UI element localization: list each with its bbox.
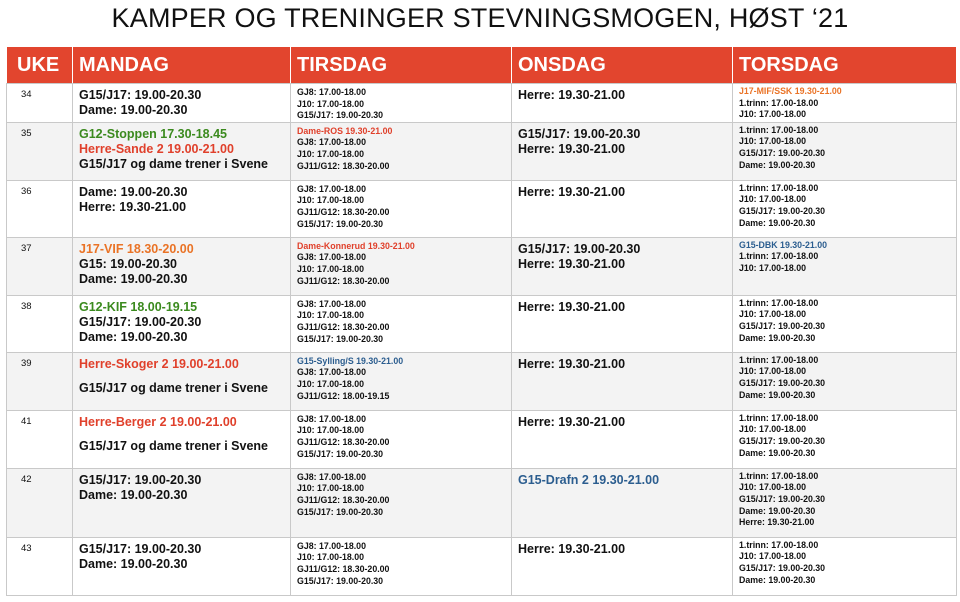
schedule-entry: G15/J17: 19.00-20.30 [739, 493, 826, 504]
match-entry: G12-KIF 18.00-19.15 [79, 299, 198, 314]
week-number: 42 [7, 468, 73, 537]
schedule-entry: Dame: 19.00-20.30 [79, 271, 188, 286]
schedule-entry: Dame: 19.00-20.30 [739, 217, 816, 228]
schedule-entry: Herre: 19.30-21.00 [518, 414, 626, 429]
schedule-entry: GJ8: 17.00-18.00 [297, 137, 366, 148]
match-entry: Herre-Skoger 2 19.00-21.00 [79, 356, 239, 371]
match-entry: G12-Stoppen 17.30-18.45 [79, 126, 227, 141]
header-mandag: MANDAG [73, 47, 291, 84]
schedule-entry: G15/J17: 19.00-20.30 [297, 575, 384, 586]
monday-cell [73, 468, 291, 537]
monday-cell [73, 84, 291, 123]
wednesday-cell [512, 122, 733, 180]
schedule-entry: J10: 17.00-18.00 [739, 194, 807, 205]
thursday-cell [733, 295, 957, 352]
schedule-entry: J10: 17.00-18.00 [297, 148, 365, 159]
schedule-entry: Herre: 19.30-21.00 [518, 141, 626, 156]
schedule-entry: J10: 17.00-18.00 [297, 310, 365, 321]
wednesday-cell [512, 237, 733, 295]
schedule-entry: Herre: 19.30-21.00 [518, 299, 626, 314]
schedule-entry: GJ8: 17.00-18.00 [297, 471, 366, 482]
schedule-entry: Dame: 19.00-20.30 [739, 389, 816, 400]
monday-cell [73, 180, 291, 237]
schedule-entry: Herre: 19.30-21.00 [518, 256, 626, 271]
schedule-entry: Herre: 19.30-21.00 [518, 541, 626, 556]
table-row [7, 410, 957, 468]
wednesday-cell [512, 410, 733, 468]
monday-cell [73, 410, 291, 468]
schedule-entry: GJ11/G12: 18.00-19.15 [297, 390, 390, 401]
tuesday-cell [291, 84, 512, 123]
schedule-entry: G15/J17 og dame trener i Svene [79, 156, 268, 171]
week-number: 39 [7, 352, 73, 410]
schedule-entry: 1.trinn: 17.00-18.00 [739, 470, 819, 481]
schedule-entry: Herre: 19.30-21.00 [518, 356, 626, 371]
schedule-entry: G15/J17: 19.00-20.30 [297, 218, 384, 229]
thursday-cell [733, 180, 957, 237]
schedule-entry: Herre: 19.30-21.00 [518, 88, 626, 102]
week-number: 38 [7, 295, 73, 352]
wednesday-cell [512, 352, 733, 410]
page-title: KAMPER OG TRENINGER STEVNINGSMOGEN, HØST ‘21 [111, 3, 849, 33]
schedule-entry: Dame: 19.00-20.30 [739, 574, 816, 585]
match-entry: Dame-Konnerud 19.30-21.00 [297, 240, 415, 251]
schedule-entry: Dame: 19.00-20.30 [79, 329, 188, 344]
schedule-entry: Dame: 19.00-20.30 [79, 184, 188, 199]
thursday-cell [733, 410, 957, 468]
wednesday-cell [512, 468, 733, 537]
schedule-entry: Dame: 19.00-20.30 [739, 332, 816, 343]
schedule-entry: G15/J17 og dame trener i Svene [79, 380, 268, 395]
schedule-entry: GJ8: 17.00-18.00 [297, 183, 366, 194]
thursday-cell [733, 352, 957, 410]
monday-cell [73, 237, 291, 295]
schedule-entry: Herre: 19.30-21.00 [79, 199, 187, 214]
table-row [7, 537, 957, 595]
tuesday-cell [291, 180, 512, 237]
schedule-entry: Herre: 19.30-21.00 [518, 184, 626, 199]
schedule-entry: G15/J17: 19.00-20.30 [297, 448, 384, 459]
schedule-entry: Dame: 19.00-20.30 [79, 487, 188, 502]
schedule-entry: J10: 17.00-18.00 [739, 109, 807, 120]
header-row [7, 47, 957, 84]
thursday-cell [733, 84, 957, 123]
thursday-cell [733, 122, 957, 180]
monday-cell [73, 352, 291, 410]
monday-cell [73, 537, 291, 595]
wednesday-cell [512, 180, 733, 237]
schedule-entry: 1.trinn: 17.00-18.00 [739, 97, 819, 108]
match-entry: Herre-Sande 2 19.00-21.00 [79, 141, 234, 156]
match-entry: J17-MIF/SSK 19.30-21.00 [739, 86, 842, 96]
wednesday-cell [512, 84, 733, 123]
schedule-entry: G15/J17: 19.00-20.30 [79, 541, 202, 556]
table-row [7, 237, 957, 295]
schedule-entry: GJ11/G12: 18.30-20.00 [297, 494, 390, 505]
schedule-entry: G15/J17: 19.00-20.30 [79, 314, 202, 329]
table-row [7, 84, 957, 123]
schedule-entry: 1.trinn: 17.00-18.00 [739, 297, 819, 308]
schedule-entry: G15/J17: 19.00-20.30 [739, 320, 826, 331]
schedule-entry: J10: 17.00-18.00 [297, 425, 365, 436]
schedule-entry: J10: 17.00-18.00 [297, 98, 365, 109]
week-number: 43 [7, 537, 73, 595]
schedule-entry: GJ8: 17.00-18.00 [297, 540, 366, 551]
schedule-entry: Dame: 19.00-20.30 [739, 159, 816, 170]
schedule-entry: G15/J17 og dame trener i Svene [79, 438, 268, 453]
schedule-entry: GJ11/G12: 18.30-20.00 [297, 206, 390, 217]
schedule-entry: J10: 17.00-18.00 [739, 551, 807, 562]
schedule-entry: J10: 17.00-18.00 [739, 262, 807, 273]
match-entry: G15-Drafn 2 19.30-21.00 [518, 472, 660, 487]
week-number: 35 [7, 122, 73, 180]
schedule-entry: J10: 17.00-18.00 [739, 309, 807, 320]
match-entry: G15-DBK 19.30-21.00 [739, 239, 828, 250]
schedule-entry: GJ11/G12: 18.30-20.00 [297, 160, 390, 171]
wednesday-cell [512, 295, 733, 352]
week-number: 36 [7, 180, 73, 237]
schedule-entry: GJ8: 17.00-18.00 [297, 413, 366, 424]
schedule-entry: G15/J17: 19.00-20.30 [297, 110, 384, 121]
week-number: 34 [7, 84, 73, 123]
tuesday-cell [291, 237, 512, 295]
schedule-entry: 1.trinn: 17.00-18.00 [739, 412, 819, 423]
week-number: 41 [7, 410, 73, 468]
schedule-entry: G15/J17: 19.00-20.30 [79, 472, 202, 487]
schedule-entry: GJ8: 17.00-18.00 [297, 367, 366, 378]
header-tirsdag: TIRSDAG [291, 47, 512, 84]
week-number: 37 [7, 237, 73, 295]
tuesday-cell [291, 468, 512, 537]
thursday-cell [733, 468, 957, 537]
table-row [7, 122, 957, 180]
schedule-entry: G15/J17: 19.00-20.30 [739, 377, 826, 388]
schedule-entry: G15/J17: 19.00-20.30 [79, 88, 202, 102]
tuesday-cell [291, 352, 512, 410]
table-row [7, 352, 957, 410]
schedule-entry: GJ11/G12: 18.30-20.00 [297, 563, 390, 574]
table-row [7, 468, 957, 537]
schedule-entry: J10: 17.00-18.00 [739, 366, 807, 377]
match-entry: Dame-ROS 19.30-21.00 [297, 125, 393, 136]
monday-cell [73, 295, 291, 352]
thursday-cell [733, 237, 957, 295]
schedule-entry: G15/J17: 19.00-20.30 [739, 147, 826, 158]
header-torsdag: TORSDAG [733, 47, 957, 84]
match-entry: G15-Sylling/S 19.30-21.00 [297, 355, 404, 366]
schedule-entry: J10: 17.00-18.00 [297, 195, 365, 206]
schedule-entry: J10: 17.00-18.00 [297, 378, 365, 389]
schedule-entry: GJ8: 17.00-18.00 [297, 87, 366, 97]
schedule-entry: 1.trinn: 17.00-18.00 [739, 539, 819, 550]
monday-cell [73, 122, 291, 180]
tuesday-cell [291, 122, 512, 180]
tuesday-cell [291, 537, 512, 595]
schedule-entry: J10: 17.00-18.00 [297, 483, 365, 494]
thursday-cell [733, 537, 957, 595]
schedule-entry: J10: 17.00-18.00 [297, 552, 365, 563]
schedule-entry: GJ11/G12: 18.30-20.00 [297, 436, 390, 447]
schedule-entry: GJ8: 17.00-18.00 [297, 298, 366, 309]
schedule-entry: G15/J17: 19.00-20.30 [297, 333, 384, 344]
schedule-entry: Dame: 19.00-20.30 [739, 447, 816, 458]
schedule-entry: Herre: 19.30-21.00 [739, 517, 815, 528]
schedule-entry: G15/J17: 19.00-20.30 [518, 126, 641, 141]
table-row [7, 180, 957, 237]
schedule-entry: GJ8: 17.00-18.00 [297, 252, 366, 263]
schedule-entry: Dame: 19.00-20.30 [79, 103, 188, 117]
schedule-entry: 1.trinn: 17.00-18.00 [739, 182, 819, 193]
schedule-entry: G15: 19.00-20.30 [79, 256, 177, 271]
schedule-entry: J10: 17.00-18.00 [739, 424, 807, 435]
tuesday-cell [291, 295, 512, 352]
header-uke: UKE [7, 47, 73, 84]
schedule-entry: G15/J17: 19.00-20.30 [297, 506, 384, 517]
wednesday-cell [512, 537, 733, 595]
schedule-entry: 1.trinn: 17.00-18.00 [739, 124, 819, 135]
schedule-entry: 1.trinn: 17.00-18.00 [739, 354, 819, 365]
table-row [7, 295, 957, 352]
schedule-entry: Dame: 19.00-20.30 [79, 556, 188, 571]
schedule-entry: J10: 17.00-18.00 [739, 136, 807, 147]
schedule-entry: 1.trinn: 17.00-18.00 [739, 251, 819, 262]
schedule-entry: G15/J17: 19.00-20.30 [739, 435, 826, 446]
match-entry: Herre-Berger 2 19.00-21.00 [79, 414, 237, 429]
schedule-entry: G15/J17: 19.00-20.30 [739, 562, 826, 573]
schedule-entry: G15/J17: 19.00-20.30 [518, 241, 641, 256]
tuesday-cell [291, 410, 512, 468]
schedule-entry: GJ11/G12: 18.30-20.00 [297, 321, 390, 332]
schedule-entry: G15/J17: 19.00-20.30 [739, 205, 826, 216]
match-entry: J17-VIF 18.30-20.00 [79, 241, 194, 256]
header-onsdag: ONSDAG [512, 47, 733, 84]
schedule-entry: J10: 17.00-18.00 [297, 263, 365, 274]
schedule-table [6, 46, 957, 596]
schedule-entry: Dame: 19.00-20.30 [739, 505, 816, 516]
schedule-entry: GJ11/G12: 18.30-20.00 [297, 275, 390, 286]
schedule-entry: J10: 17.00-18.00 [739, 482, 807, 493]
